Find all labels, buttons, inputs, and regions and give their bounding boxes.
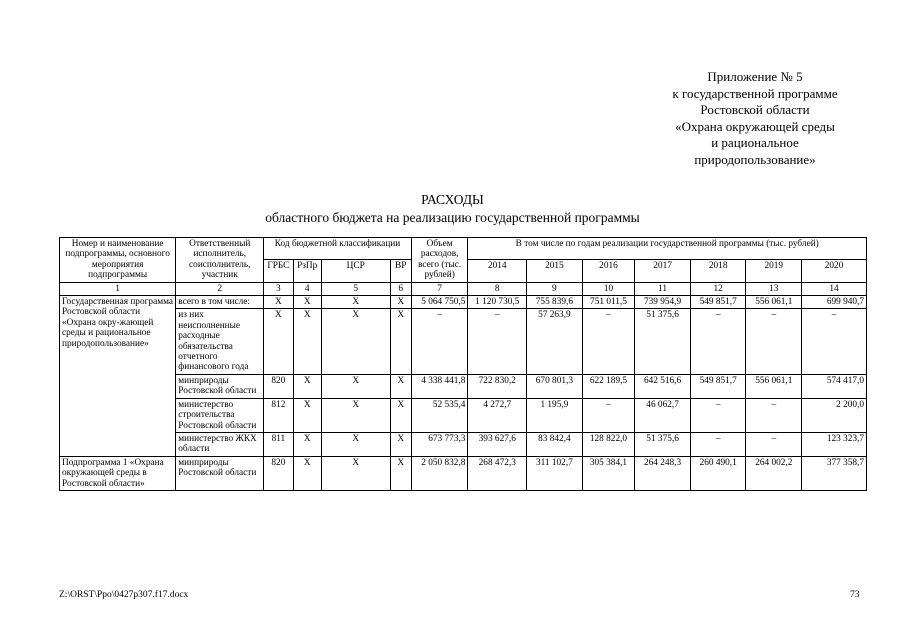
year-value-cell: 123 323,7: [802, 432, 867, 456]
appendix-line: Ростовской области: [700, 102, 810, 117]
total-cell: 52 535,4: [411, 398, 468, 432]
year-value-cell: 670 801,3: [527, 374, 583, 398]
year-value-cell: 574 417,0: [802, 374, 867, 398]
column-number: 10: [582, 282, 635, 295]
rzpr-cell: Х: [293, 296, 321, 309]
year-value-cell: 264 248,3: [635, 456, 691, 490]
year-value-cell: –: [746, 309, 802, 374]
appendix-line: «Охрана окружающей среды: [675, 118, 835, 134]
year-value-cell: 264 002,2: [746, 456, 802, 490]
appendix-line: природопользование»: [694, 151, 816, 167]
year-value-cell: 739 954,9: [635, 296, 691, 309]
vr-cell: Х: [390, 296, 411, 309]
grbs-cell: 811: [264, 432, 293, 456]
rzpr-cell: Х: [293, 432, 321, 456]
subprogram-name-cell: Подпрограмма 1 «Охрана окружающей среды в Ростовской области»: [60, 456, 176, 490]
year-value-cell: 751 011,5: [582, 296, 635, 309]
grbs-cell: 820: [264, 456, 293, 490]
year-value-cell: 4 272,7: [468, 398, 527, 432]
total-cell: 2 050 832,8: [411, 456, 468, 490]
column-number: 2: [176, 282, 264, 295]
rzpr-cell: Х: [293, 398, 321, 432]
rzpr-cell: Х: [293, 456, 321, 490]
year-value-cell: 549 851,7: [690, 296, 746, 309]
rzpr-cell: Х: [293, 309, 321, 374]
executor-cell: министерство строительства Ростовской области: [176, 398, 264, 432]
year-value-cell: 57 263,9: [527, 309, 583, 374]
year-value-cell: –: [746, 398, 802, 432]
year-value-cell: 699 940,7: [802, 296, 867, 309]
header-year: 2015: [527, 260, 583, 282]
column-number: 13: [746, 282, 802, 295]
csr-cell: Х: [321, 296, 390, 309]
column-number: 14: [802, 282, 867, 295]
year-value-cell: 722 830,2: [468, 374, 527, 398]
executor-cell: всего в том числе:: [176, 296, 264, 309]
header-executor: Ответственный исполнитель, соисполнитель, участник: [176, 238, 264, 283]
year-value-cell: 549 851,7: [690, 374, 746, 398]
column-number: 5: [321, 282, 390, 295]
column-number: 12: [690, 282, 746, 295]
csr-cell: Х: [321, 398, 390, 432]
year-value-cell: 51 375,6: [635, 309, 691, 374]
year-value-cell: 755 839,6: [527, 296, 583, 309]
header-year: 2019: [746, 260, 802, 282]
column-number: 6: [390, 282, 411, 295]
year-value-cell: 556 061,1: [746, 296, 802, 309]
vr-cell: Х: [390, 374, 411, 398]
year-value-cell: 1 120 730,5: [468, 296, 527, 309]
year-value-cell: 260 490,1: [690, 456, 746, 490]
year-value-cell: –: [802, 309, 867, 374]
vr-cell: Х: [390, 398, 411, 432]
footer-file-path: Z:\ORST\Ppo\0427p307.f17.docx: [59, 590, 189, 600]
executor-cell: минприроды Ростовской области: [176, 456, 264, 490]
appendix-line: и рациональное: [711, 135, 799, 150]
year-value-cell: 268 472,3: [468, 456, 527, 490]
executor-cell: из них неисполненные расходные обязательства отчетного финансового года: [176, 309, 264, 374]
year-value-cell: 642 516,6: [635, 374, 691, 398]
header-years-group: В том числе по годам реализации государственной программы (тыс. рублей): [468, 238, 867, 260]
csr-cell: Х: [321, 374, 390, 398]
year-value-cell: 305 384,1: [582, 456, 635, 490]
vr-cell: Х: [390, 432, 411, 456]
vr-cell: Х: [390, 309, 411, 374]
table-header-row: [60, 238, 867, 260]
footer-page-number: 73: [850, 590, 860, 600]
header-vr: ВР: [390, 260, 411, 282]
csr-cell: Х: [321, 309, 390, 374]
total-cell: 4 338 441,8: [411, 374, 468, 398]
year-value-cell: 1 195,9: [527, 398, 583, 432]
header-year: 2016: [582, 260, 635, 282]
year-value-cell: 2 200,0: [802, 398, 867, 432]
executor-cell: министерство ЖКХ области: [176, 432, 264, 456]
appendix-line: к государственной программе: [672, 85, 838, 101]
year-value-cell: 83 842,4: [527, 432, 583, 456]
table-row: [60, 456, 867, 490]
budget-table: [59, 237, 867, 491]
year-value-cell: 128 822,0: [582, 432, 635, 456]
column-number: 1: [60, 282, 176, 295]
year-value-cell: –: [690, 432, 746, 456]
year-value-cell: –: [690, 309, 746, 374]
year-value-cell: 51 375,6: [635, 432, 691, 456]
year-value-cell: –: [582, 398, 635, 432]
column-number: 9: [527, 282, 583, 295]
total-cell: –: [411, 309, 468, 374]
header-year: 2018: [690, 260, 746, 282]
csr-cell: Х: [321, 432, 390, 456]
grbs-cell: 812: [264, 398, 293, 432]
appendix-line: Приложение № 5: [707, 69, 803, 84]
year-value-cell: 556 061,1: [746, 374, 802, 398]
total-cell: 5 064 750,5: [411, 296, 468, 309]
grbs-cell: 820: [264, 374, 293, 398]
header-budget-code: Код бюджетной классификации: [264, 238, 412, 260]
header-year: 2020: [802, 260, 867, 282]
column-number: 7: [411, 282, 468, 295]
title-line-1: РАСХОДЫ: [421, 192, 484, 207]
title-line-2: областного бюджета на реализацию государственной программы: [265, 210, 640, 225]
vr-cell: Х: [390, 456, 411, 490]
column-number: 4: [293, 282, 321, 295]
table-row: [60, 309, 867, 374]
total-cell: 673 773,3: [411, 432, 468, 456]
year-value-cell: 311 102,7: [527, 456, 583, 490]
header-year: 2014: [468, 260, 527, 282]
header-year: 2017: [635, 260, 691, 282]
csr-cell: Х: [321, 456, 390, 490]
header-name: Номер и наименование подпрограммы, основного мероприятия подпрограммы: [60, 238, 176, 283]
year-value-cell: –: [746, 432, 802, 456]
grbs-cell: Х: [264, 309, 293, 374]
header-total: Объем расходов, всего (тыс. рублей): [411, 238, 468, 283]
table-row: [60, 398, 867, 432]
year-value-cell: –: [582, 309, 635, 374]
year-value-cell: 46 062,7: [635, 398, 691, 432]
header-rzpr: РзПр: [293, 260, 321, 282]
table-row: [60, 432, 867, 456]
column-number: 8: [468, 282, 527, 295]
year-value-cell: 377 358,7: [802, 456, 867, 490]
header-grbs: ГРБС: [264, 260, 293, 282]
executor-cell: минприроды Ростовской области: [176, 374, 264, 398]
column-number: 3: [264, 282, 293, 295]
table-row: [60, 296, 867, 309]
column-number-row: [60, 282, 867, 295]
year-value-cell: 393 627,6: [468, 432, 527, 456]
rzpr-cell: Х: [293, 374, 321, 398]
header-csr: ЦСР: [321, 260, 390, 282]
program-name-cell: Государственная программа Ростовской области «Охрана окру-жающей среды и рациональное природопользование»: [60, 296, 176, 457]
document-title: [0, 191, 905, 227]
column-number: 11: [635, 282, 691, 295]
year-value-cell: –: [468, 309, 527, 374]
appendix-block: [600, 69, 905, 168]
table-row: [60, 374, 867, 398]
year-value-cell: 622 189,5: [582, 374, 635, 398]
grbs-cell: Х: [264, 296, 293, 309]
year-value-cell: –: [690, 398, 746, 432]
